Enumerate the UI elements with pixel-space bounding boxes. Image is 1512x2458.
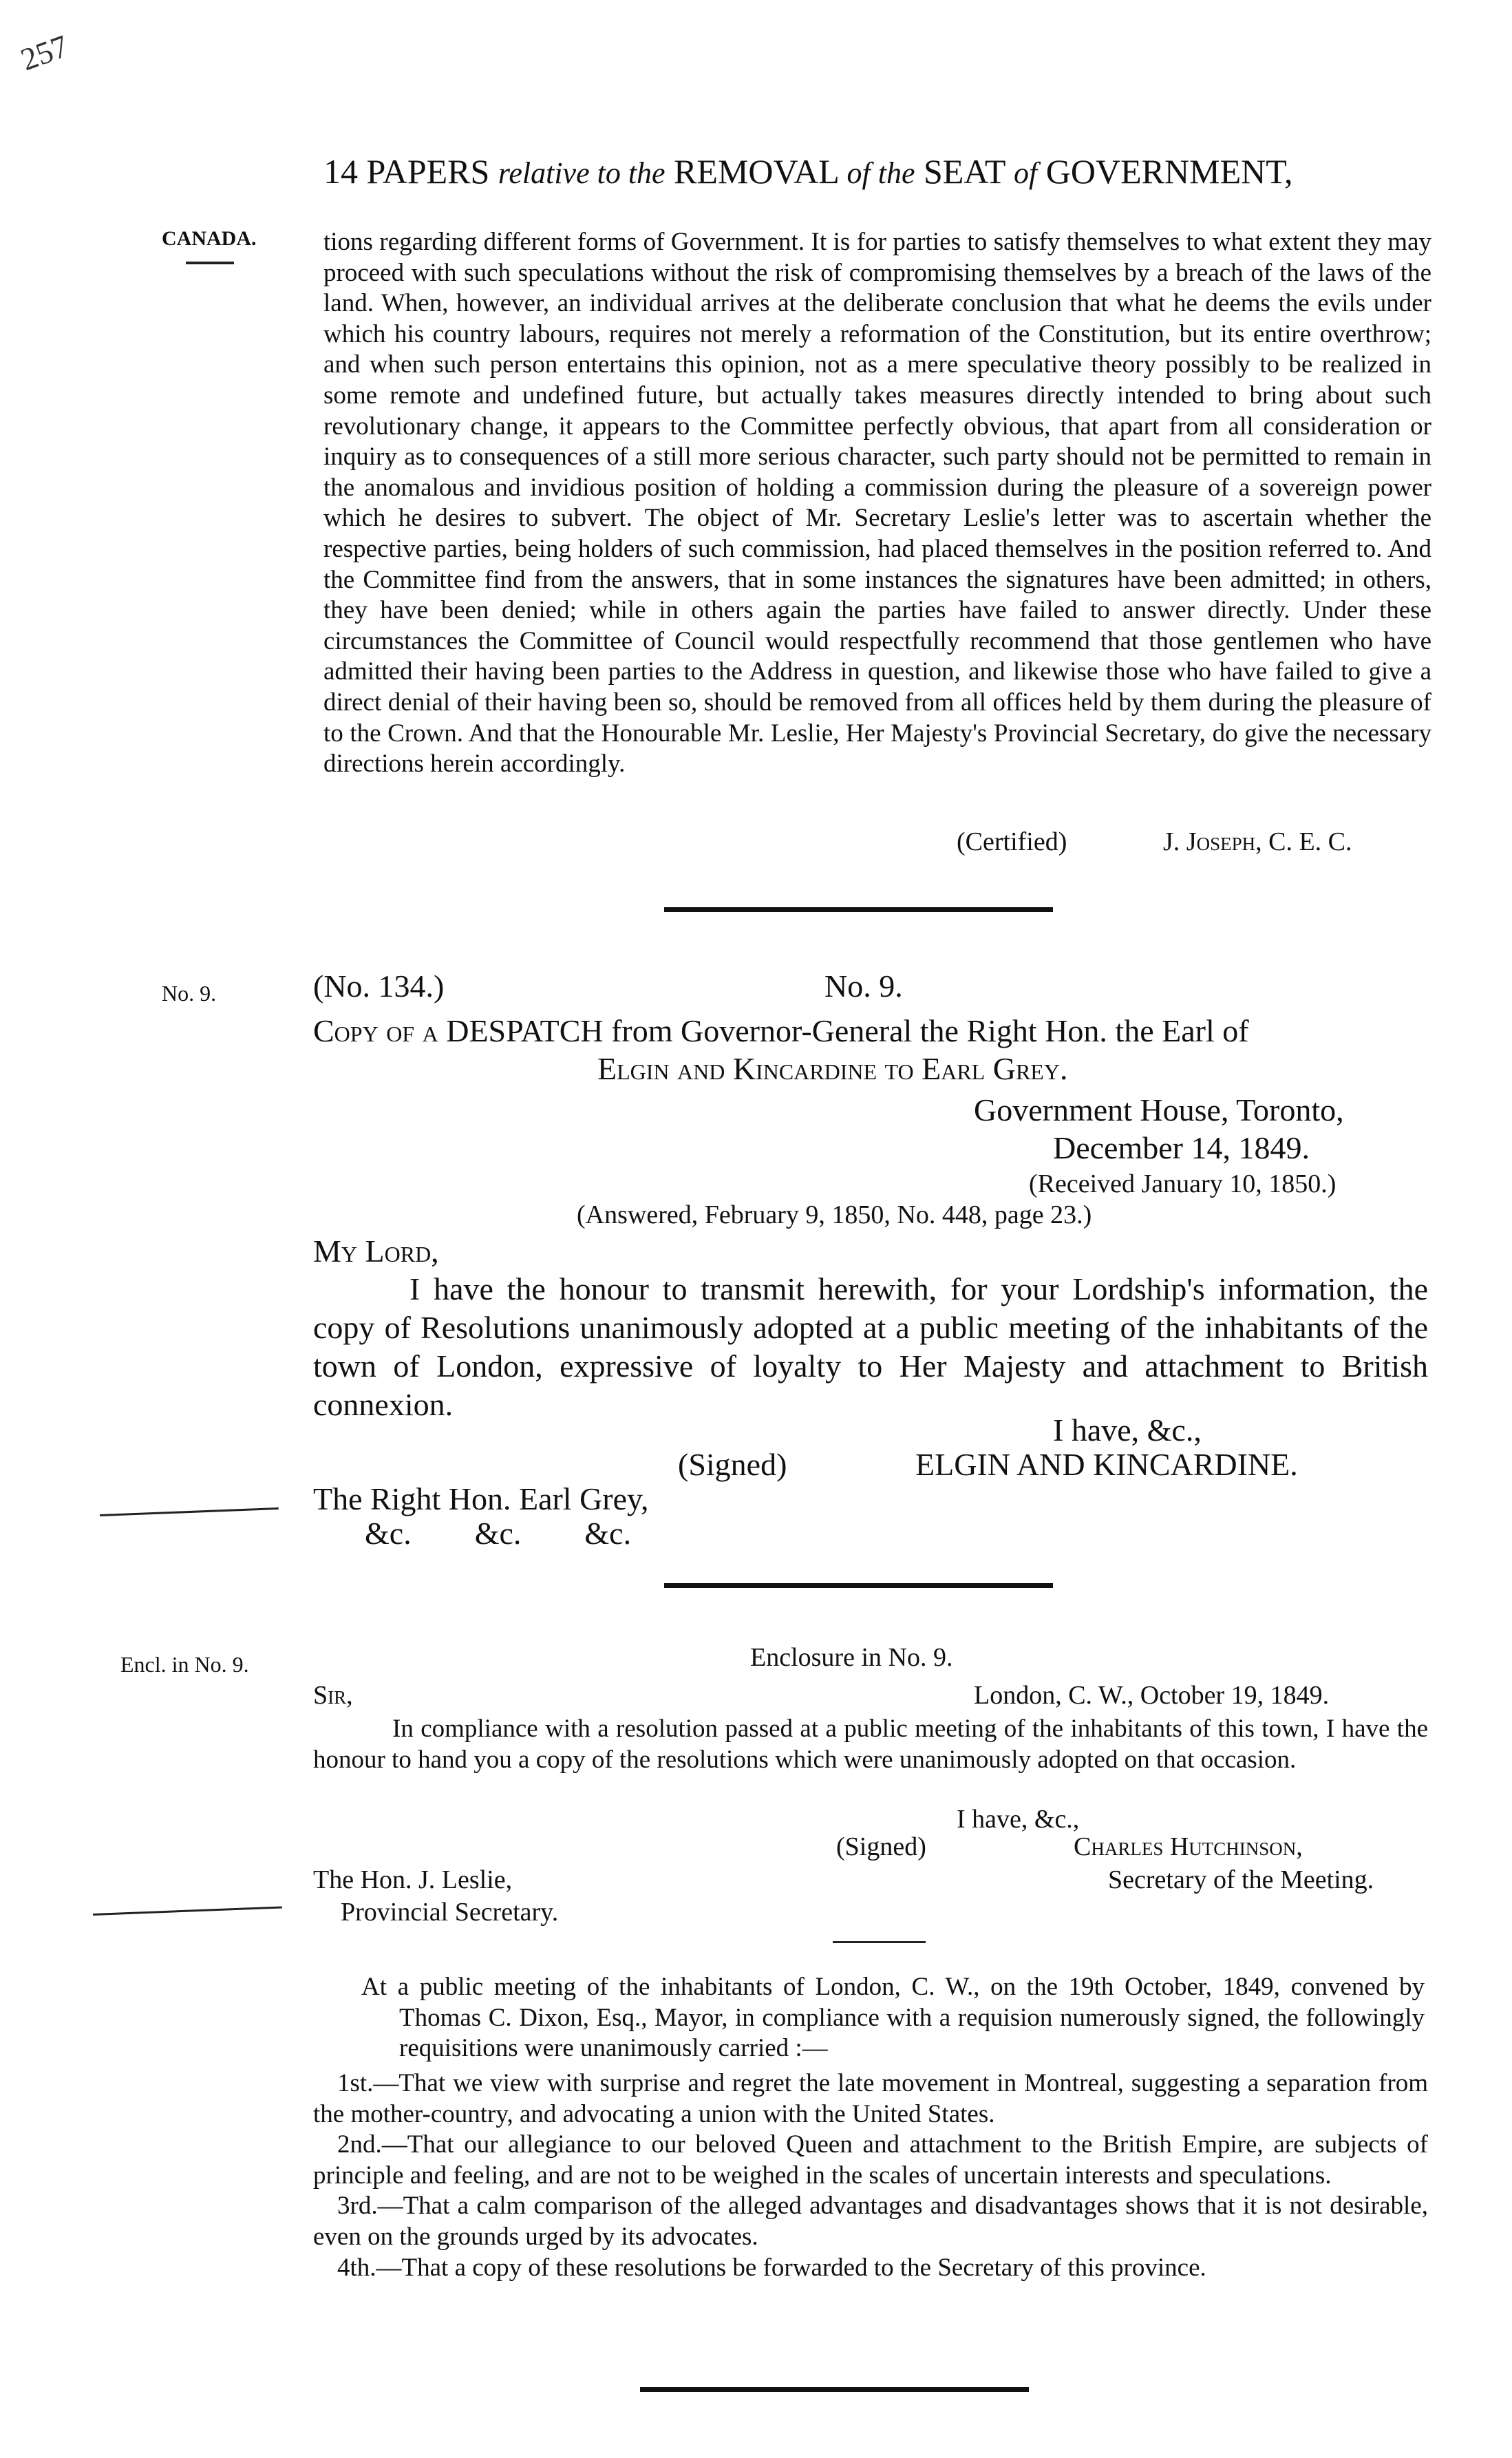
closing-rule — [640, 2387, 1029, 2392]
enclosure-signer-title: Secretary of the Meeting. — [1108, 1865, 1374, 1894]
margin-no9: No. 9. — [162, 981, 217, 1006]
committee-report — [323, 227, 1431, 780]
meeting-intro: At a public meeting of the inhabitants of London, C. W., on the 19th October, 1849, convened by Thomas C. Dixon, Esq., Mayor, in compliance with a requision numerously signed, the followingly requisitions were unanimously carried :— — [361, 1973, 1425, 2063]
despatch-salutation: My Lord, — [313, 1233, 439, 1269]
despatch-signed: (Signed) — [678, 1447, 787, 1482]
despatch-date: December 14, 1849. — [1053, 1130, 1310, 1165]
marginal-stroke — [100, 1507, 279, 1516]
resolutions-list — [313, 2068, 1428, 2283]
enclosure-signer: Charles Hutchinson, — [1074, 1832, 1303, 1861]
section-divider — [664, 907, 1053, 912]
report-text: tions regarding different forms of Government. It is for parties to satisfy themselves to what extent they may proceed with such speculations without the risk of compromising themselves by a breach of the laws of the land. When, however, an individual arrives at the deliberate conclusion that what he deems the evils under which his country labours, requires not merely a reformation of the Constitution, but its entire overthrow; and when such person entertains this opinion, not as a mere speculative theory possibly to be realized in some remote and undefined future, but actually takes measures directly intended to bring about such revolutionary change, it appears to the Committee perfectly obvious, that apart from all consideration or inquiry as to consequences of a still more serious character, such party should not be permitted to remain in the anomalous and invidious position of holding a commission during the pleasure of a sovereign power which he desires to subvert. The object of Mr. Secretary Leslie's letter was to ascertain whether the respective parties, being holders of such commission, had placed themselves in the position referred to. And the Committee find from the answers, that in some instances the signatures have been admitted; in others, they have been denied; while in others again the parties have failed to answer directly. Under these circumstances the Committee of Council would respectfully recommend that those gentlemen who have admitted their having been parties to the Address in question, and likewise those who have failed to give a direct denial of their having been so, should be removed from all offices held by them during the pleasure of to the Crown. And that the Honourable Mr. Leslie, Her Majesty's Provincial Secretary, do give the necessary directions herein accordingly. — [323, 228, 1431, 778]
despatch-title-line2: Elgin and Kincardine to Earl Grey. — [597, 1051, 1068, 1086]
enclosure-place-date: London, C. W., October 19, 1849. — [974, 1681, 1330, 1710]
despatch-number-paren: (No. 134.) — [313, 968, 445, 1004]
despatch-title: Copy of a DESPATCH from Governor-General the Right Hon. the Earl of — [313, 1013, 1249, 1048]
despatch-closing: I have, &c., — [1053, 1412, 1202, 1448]
margin-canada: CANADA. — [162, 227, 257, 250]
resolution-1: 1st.—That we view with surprise and regret the late movement in Montreal, suggesting a separation from the mother-country, and advocating a union with the United States. — [313, 2069, 1428, 2128]
despatch-answered: (Answered, February 9, 1850, No. 448, page 23.) — [577, 1200, 1092, 1229]
despatch-signature: ELGIN AND KINCARDINE. — [915, 1447, 1298, 1482]
corner-mark: 257 — [16, 28, 73, 78]
despatch-addressee: The Right Hon. Earl Grey, — [313, 1481, 649, 1516]
enclosure-closing: I have, &c., — [957, 1805, 1080, 1834]
margin-encl: Encl. in No. 9. — [120, 1652, 249, 1677]
enclosure-signed: (Signed) — [836, 1832, 926, 1861]
certified-label: (Certified) — [957, 827, 1067, 856]
resolution-2: 2nd.—That our allegiance to our beloved Queen and attachment to the British Empire, are subjects of principle and feeling, and are not to be weighed in the scales of uncertain interests and speculations. — [313, 2130, 1428, 2190]
despatch-number: No. 9. — [824, 968, 903, 1004]
despatch-etc: &c. &c. &c. — [365, 1516, 632, 1551]
enclosure-body: In compliance with a resolution passed at a public meeting of the inhabitants of this town, I have the honour to hand you a copy of the resolutions which were unanimously adopted on that occasion. — [313, 1715, 1428, 1774]
margin-rule — [186, 262, 234, 264]
enclosure-title: Enclosure in No. 9. — [750, 1643, 953, 1672]
marginal-stroke-2 — [93, 1906, 282, 1916]
enclosure-addressee: The Hon. J. Leslie, — [313, 1865, 513, 1894]
resolution-3: 3rd.—That a calm comparison of the alleged advantages and disadvantages shows that it is not desirable, even on the grounds urged by its advocates. — [313, 2192, 1428, 2251]
running-header: 14 PAPERS relative to the REMOVAL of the SEAT of GOVERNMENT, — [323, 152, 1293, 191]
report-signer: J. Joseph, C. E. C. — [1163, 827, 1352, 856]
despatch-received: (Received January 10, 1850.) — [1029, 1169, 1337, 1198]
resolution-4: 4th.—That a copy of these resolutions be forwarded to the Secretary of this province. — [337, 2253, 1206, 2282]
despatch-place: Government House, Toronto, — [974, 1092, 1344, 1127]
enclosure-salutation: Sir, — [313, 1681, 353, 1710]
page-number: 14 — [323, 152, 358, 191]
despatch-body: I have the honour to transmit herewith, for your Lordship's information, the copy of Resolutions unanimously adopted at a public meeting of the inhabitants of the town of London, expressive of loyalty to Her Majesty and attachment to British connexion. — [313, 1271, 1428, 1422]
enclosure-addressee-title: Provincial Secretary. — [341, 1898, 559, 1927]
section-divider-2 — [664, 1583, 1053, 1588]
short-rule — [833, 1941, 926, 1943]
